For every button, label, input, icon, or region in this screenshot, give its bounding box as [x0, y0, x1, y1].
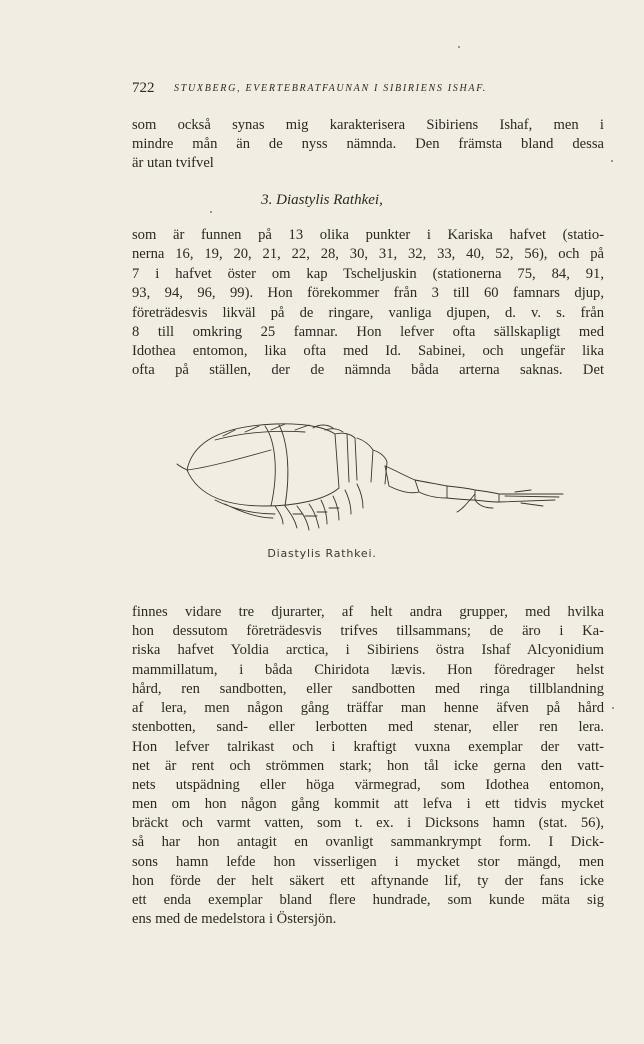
- text-line: bräckt och varmt vatten, som t. ex. i Dicksons hamn (stat. 56),: [132, 815, 604, 831]
- scan-speck: [210, 211, 212, 213]
- text-line: hon dessutom företrädesvis trifves tillsammans; de äro i Ka-: [132, 623, 604, 639]
- text-line: finnes vidare tre djurarter, af helt andra grupper, med hvilka: [132, 604, 604, 620]
- text-line: stenbotten, sand- eller lerbotten med stenar, eller ren lera.: [132, 719, 604, 735]
- legs: [285, 484, 363, 530]
- text-line: ens med de medelstora i Östersjön.: [132, 911, 337, 927]
- figure-caption: Diastylis Rathkei.: [267, 547, 377, 560]
- text-line: net är rent och strömmen stark; hon tål icke gerna den vatt-: [132, 758, 604, 774]
- text-line: 8 till omkring 25 famnar. Hon lefver ofta sällskapligt med: [132, 324, 604, 340]
- text-line: mammillatum, i båda Chiridota lævis. Hon föredrager helst: [132, 662, 604, 678]
- diastylis-rathkei-illustration: [175, 410, 565, 540]
- abdomen: [385, 466, 419, 493]
- species-heading: 3. Diastylis Rathkei,: [261, 192, 383, 208]
- text-line: mindre mån än de nyss nämnda. Den främsta bland dessa: [132, 136, 604, 152]
- text-line: som också synas mig karakterisera Sibiriens Ishaf, men i: [132, 117, 604, 133]
- text-line: sons hamn lefde hon visserligen i mycket stor mängd, men: [132, 854, 604, 870]
- pseudorostrum: [177, 464, 187, 470]
- text-line: hon förde der helt säkert ett aftynande lif, ty der fans icke: [132, 873, 604, 889]
- page-header: [132, 78, 606, 98]
- text-line: hård, ren sandbotten, eller sandbotten med ringa tillblandning: [132, 681, 604, 697]
- text-line: Hon lefver talrikast och i kraftigt vuxna exemplar der vatt-: [132, 739, 604, 755]
- text-line: riska hafvet Yoldia arctica, i Sibiriens östra Ishaf Alcyonidium: [132, 642, 604, 658]
- text-line: nets utspädning eller höga värmegrad, som Idothea entomon,: [132, 777, 604, 793]
- text-line: Idothea entomon, lika ofta med Id. Sabinei, och ungefär lika: [132, 343, 604, 359]
- text-line: 93, 94, 96, 99). Hon förekommer från 3 till 60 famnars djup,: [132, 285, 604, 301]
- text-line: men om hon någon gång kommit att lefva i ett tidvis mycket: [132, 796, 604, 812]
- carapace-outline: [187, 424, 339, 506]
- page-number: 722: [132, 80, 155, 96]
- text-line: företrädesvis likväl på de ringare, vanliga djupen, d. v. s. från: [132, 305, 604, 321]
- telson: [499, 494, 563, 502]
- text-line: 7 i hafvet öster om kap Tscheljuskin (stationerna 75, 84, 91,: [132, 266, 604, 282]
- text-line: så har hon antagit en ovanligt sammankrympt form. I Dick-: [132, 834, 604, 850]
- scan-speck: [458, 46, 460, 48]
- running-title: STUXBERG, EVERTEBRATFAUNAN I SIBIRIENS ISHAF.: [174, 83, 487, 94]
- text-line: ett enda exemplar bland flere hundrade, som kunde mäta sig: [132, 892, 604, 908]
- text-line: ofta på ställen, der de nämnda båda arterna saknas. Det: [132, 362, 604, 378]
- thoracic-segments: [335, 433, 387, 484]
- text-line: af lera, men någon gång träffar man henne äfven på hård: [132, 700, 604, 716]
- text-line: som är funnen på 13 olika punkter i Kariska hafvet (statio-: [132, 227, 604, 243]
- text-line: är utan tvifvel: [132, 155, 214, 171]
- scan-speck: [612, 707, 614, 709]
- text-line: nerna 16, 19, 20, 21, 22, 28, 30, 31, 32, 33, 40, 52, 56), och på: [132, 246, 604, 262]
- scan-speck: [611, 160, 613, 162]
